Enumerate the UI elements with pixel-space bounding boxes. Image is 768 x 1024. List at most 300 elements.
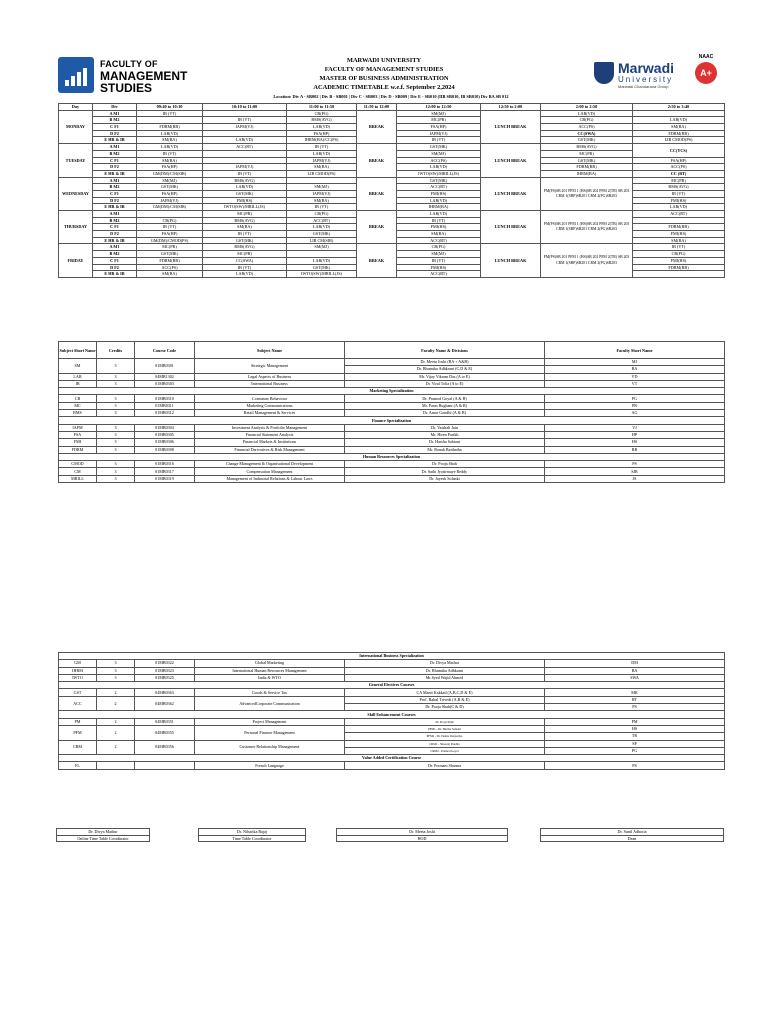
slot-cell: SM(BA) <box>137 271 203 278</box>
slot-cell: CC(SWA) <box>541 130 633 137</box>
subject-row <box>59 461 725 468</box>
subject-fshort: PS <box>545 762 725 769</box>
div-cell: B M2 <box>93 184 137 191</box>
div-cell: A M1 <box>93 177 137 184</box>
subject-credits: 3 <box>97 359 135 374</box>
subject-credits: 2 <box>97 740 135 755</box>
subject-fac: CA Manit Kakkad (A,B,C,D & E) <box>345 689 545 696</box>
subject-fshort: VJ <box>545 424 725 431</box>
faculty-name: Prof. Rahul Trivedi (A,B & E) <box>345 696 545 703</box>
subject-fshort: PR <box>545 402 725 409</box>
subject-row <box>59 439 725 446</box>
subject-fac: Dr. Poonam Sharma <box>345 762 545 769</box>
subject-fac: Dr. Harsha Sabtani <box>345 439 545 446</box>
subject-column-header: Subject Short Name <box>59 342 97 359</box>
slot-cell: IB (VT) <box>137 224 203 231</box>
subject-short: GM <box>59 660 97 667</box>
subject-fshort: HS <box>545 439 725 446</box>
column-header: 11:50 to 12:00 <box>357 104 397 111</box>
subject-short: ACC <box>59 696 97 711</box>
subject-code: 01MB0310 <box>135 395 195 402</box>
subject-name: Change Management & Organisational Development <box>195 461 345 468</box>
subject-code: 04MB0363 <box>135 689 195 696</box>
slot-cell: IB (VT) <box>287 144 357 151</box>
section-row <box>59 755 725 762</box>
subject-credits: 2 <box>97 725 135 740</box>
slot-cell: FMI(HS) <box>397 264 481 271</box>
subject-credits: 2 <box>97 696 135 711</box>
subject-row <box>59 446 725 453</box>
subject-short: PM <box>59 718 97 725</box>
subject-short: FMI <box>59 439 97 446</box>
slot-cell: ACC(PS) <box>633 164 725 171</box>
section-title: Value Added Certification Course <box>59 755 725 762</box>
subject-fac: Mr. Ronak Baithatha <box>345 446 545 453</box>
subject-credits: 3 <box>97 439 135 446</box>
subject-code <box>135 762 195 769</box>
column-header: 11:00 to 11:50 <box>287 104 357 111</box>
slot-cell: MC(PR) <box>633 177 725 184</box>
slot-cell: FDRM(RB) <box>633 224 725 231</box>
slot-cell: MC(PR) <box>541 150 633 157</box>
subject-credits: 3 <box>97 660 135 667</box>
subject-fshort: AG <box>545 410 725 417</box>
slot-cell: FMI(HS) <box>203 197 287 204</box>
slot-cell: SM(MJ) <box>397 251 481 258</box>
subject-name: Strategic Management <box>195 359 345 374</box>
slot-cell <box>203 150 287 157</box>
div-cell: E HR & IB <box>93 204 137 211</box>
faculty-short: PS <box>545 704 725 711</box>
subject-column-header: Subject Name <box>195 342 345 359</box>
slot-cell: LAB(VD) <box>137 144 203 151</box>
slot-cell: IAPM(VJ) <box>203 164 287 171</box>
slot-cell: LAB(VD) <box>287 150 357 157</box>
slot-cell: LAB(VD) <box>203 271 287 278</box>
slot-cell: GM(DM)/CM(SIR) <box>137 204 203 211</box>
slot-cell: IB (VT) <box>287 204 357 211</box>
column-header: 12:50 to 2:00 <box>481 104 541 111</box>
slot-cell: CB(PG) <box>137 217 203 224</box>
slot-cell: IB (VT) <box>633 190 725 197</box>
slot-cell: IAPM(VJ) <box>287 190 357 197</box>
subject-fshort: BA <box>545 667 725 674</box>
subject-credits: 3 <box>97 431 135 438</box>
subject-name: Consumer Behaviour <box>195 395 345 402</box>
subject-credits: 3 <box>97 674 135 681</box>
slot-cell: BMS(AVG) <box>287 117 357 124</box>
slot-cell: FSA(HP) <box>137 231 203 238</box>
div-cell: D F2 <box>93 231 137 238</box>
slot-cell: FMI(HS) <box>397 190 481 197</box>
subject-name: International Business <box>195 380 345 387</box>
slot-cell: GST(MK) <box>541 157 633 164</box>
slot-cell: SM(MJ) <box>397 150 481 157</box>
slot-cell: IB (VT) <box>137 110 203 117</box>
subject-credits: 3 <box>97 380 135 387</box>
slot-cell: SM(BA) <box>137 137 203 144</box>
div-cell: D F2 <box>93 130 137 137</box>
column-header: 12:00 to 12:50 <box>397 104 481 111</box>
subject-short: MRILL <box>59 475 97 482</box>
subject-column-header: Faculty Short Name <box>545 342 725 359</box>
slot-cell: ACC(PS) <box>541 124 633 131</box>
subject-name: Project Management <box>195 718 345 725</box>
slot-cell: IB (VT) <box>203 264 287 271</box>
slot-cell: IB (VT) <box>633 244 725 251</box>
subject-code: 01MB0311 <box>135 402 195 409</box>
slot-cell: SM(BA) <box>633 124 725 131</box>
slot-cell: CB(PG) <box>541 117 633 124</box>
div-cell: B M2 <box>93 117 137 124</box>
faculty-name: Mr. Vijay Vikram Das (A to E) <box>345 373 545 380</box>
slot-cell: LAB(VD) <box>287 124 357 131</box>
div-cell: C F1 <box>93 257 137 264</box>
signatory-name: Dr. Sunil Adhoria <box>541 829 724 836</box>
slot-cell: LAB(VD) <box>397 211 481 218</box>
subject-code: 04MB0351 <box>135 718 195 725</box>
subject-name: Financial Derivatives & Risk Management <box>195 446 345 453</box>
slot-cell: LAB(VD) <box>633 117 725 124</box>
slot-cell: ACC(RT) <box>633 211 725 218</box>
slot-cell <box>203 157 287 164</box>
slot-cell: GST(MK) <box>203 190 287 197</box>
slot-cell: FDRM(RB) <box>137 257 203 264</box>
lunch-break-cell: LUNCH BREAK <box>481 144 541 177</box>
subject-row <box>59 380 725 387</box>
faculty-short: TR <box>545 733 725 740</box>
slot-cell <box>287 177 357 184</box>
slot-cell: ACC(PS) <box>397 157 481 164</box>
slot-cell: MC(PR) <box>203 251 287 258</box>
slot-cell: LIB CM(SIR) <box>287 237 357 244</box>
subject-fac: Dr. Divya Mathur <box>345 660 545 667</box>
subject-short: BMS <box>59 410 97 417</box>
logo-sub: University <box>618 75 674 84</box>
slot-cell: IWTO(SW)/MRILL(JS) <box>203 204 287 211</box>
subject-fac: Dr. Bhumika Adhkrani <box>345 667 545 674</box>
section-title: Human Resources Specialization <box>59 453 725 460</box>
subject-code: 01MB0312 <box>135 410 195 417</box>
subject-code: 01MB0303 <box>135 380 195 387</box>
div-cell: C F1 <box>93 124 137 131</box>
div-cell: E HR & IB <box>93 137 137 144</box>
faculty-name: Dr. Meeta Joshi (BA + A&B) <box>345 359 545 366</box>
slot-cell <box>633 271 725 278</box>
subject-code: 01MB0308 <box>135 446 195 453</box>
subject-fshort: MK <box>545 689 725 696</box>
subject-short: IB <box>59 380 97 387</box>
slot-cell: IWTO(SW)/MRILL(JS) <box>397 170 481 177</box>
slot-cell <box>633 217 725 224</box>
subject-short: IAPM <box>59 424 97 431</box>
slot-cell: GST(MK) <box>203 237 287 244</box>
subject-column-header: Course Code <box>135 342 195 359</box>
signatory-name: Dr. Divya Mathur <box>57 829 150 836</box>
slot-cell: CB(PG) <box>397 244 481 251</box>
slot-cell: LIB CMOD(PS) <box>287 170 357 177</box>
signatory-role: HOD <box>337 835 508 842</box>
subject-code: 01MB0305 <box>135 431 195 438</box>
subject-credits: 3 <box>97 461 135 468</box>
section-title: International Business Specialization <box>59 653 725 660</box>
subject-table-2 <box>58 652 725 770</box>
slot-cell: IB (VT) <box>203 117 287 124</box>
slot-cell: CB(PG) <box>287 211 357 218</box>
subject-short: IWTO <box>59 674 97 681</box>
timetable-header-row <box>59 104 725 111</box>
subject-code: 01MB0323 <box>135 667 195 674</box>
subject-credits: 2 <box>97 689 135 696</box>
section-row <box>59 711 725 718</box>
slot-cell: CC (RT) <box>633 170 725 177</box>
subject-name: Financial Markets & Institutions <box>195 439 345 446</box>
faculty-short: HS <box>545 725 725 732</box>
subject-short: GST <box>59 689 97 696</box>
slot-cell: SM(BA) <box>287 164 357 171</box>
slot-cell: FDRM(RB) <box>633 130 725 137</box>
break-cell: BREAK <box>357 211 397 244</box>
faculty-name: Dr. Viral Tolia (A to E) <box>345 380 545 387</box>
subject-short: FSA <box>59 431 97 438</box>
location-line: Location: Div A - SB002 | Div B - SB001 | Div C - SB003 | Div D - SB009 | Div E - SB010 (IIB SB010, IB SB010) Div BA SB 012 <box>273 94 509 99</box>
slot-cell: ACC(RT) <box>397 184 481 191</box>
slot-cell: ACC(RT) <box>397 271 481 278</box>
slot-cell: GST(MK) <box>397 144 481 151</box>
subject-name: AdvancedCorporate Communication <box>195 696 345 711</box>
faculty-title: FACULTY OF MANAGEMENT STUDIES <box>324 66 444 73</box>
slot-cell: IAPM(VJ) <box>203 124 287 131</box>
div-cell: A M1 <box>93 244 137 251</box>
subject-row <box>59 410 725 417</box>
div-cell: C F1 <box>93 157 137 164</box>
lunch-break-cell: LUNCH BREAK <box>481 211 541 244</box>
slot-cell: IWTO(SW)/MRILL(JS) <box>287 271 357 278</box>
slot-cell: ACC(RT) <box>287 217 357 224</box>
day-cell: FRIDAY <box>59 244 93 277</box>
faculty-short: SP <box>545 740 725 747</box>
timetable-row <box>59 177 725 184</box>
timetable <box>58 103 725 278</box>
subject-fac: Mr. Hiren Parikh <box>345 431 545 438</box>
subject-name: Marketing Communications <box>195 402 345 409</box>
subject-credits: 3 <box>97 402 135 409</box>
subject-name: Compensation Management <box>195 468 345 475</box>
subject-short: CRM <box>59 740 97 755</box>
slot-cell: BMS(AVG) <box>541 144 633 151</box>
subject-row <box>59 689 725 696</box>
subject-short: PFM <box>59 725 97 740</box>
subject-code: 04MB0355 <box>135 725 195 740</box>
div-cell: D F2 <box>93 264 137 271</box>
slot-cell: FSA(HP) <box>137 164 203 171</box>
subject-short: FL <box>59 762 97 769</box>
subject-row <box>59 431 725 438</box>
slot-cell: ACC(RT) <box>203 144 287 151</box>
slot-cell: FSA(HP) <box>137 190 203 197</box>
subject-code: 01MB0301 <box>135 359 195 374</box>
section-row <box>59 417 725 424</box>
subject-column-header: Faculty Name & Divisions <box>345 342 545 359</box>
faculty-name: PFM1 - Dr. Harsha Sabtani <box>345 725 545 732</box>
subject-row <box>59 373 725 380</box>
slot-cell: SM(MJ) <box>397 110 481 117</box>
slot-cell <box>137 211 203 218</box>
signatory-role: Online Time Table Coordinator <box>57 835 150 842</box>
subject-table <box>58 341 725 483</box>
subject-short: CB <box>59 395 97 402</box>
subject-row <box>59 674 725 681</box>
slot-cell: IAPM(VJ) <box>397 130 481 137</box>
faculty-name: CRM1 - Shreeraj Pandita <box>345 740 545 747</box>
timetable-row <box>59 211 725 218</box>
section-title: Finance Specialization <box>59 417 725 424</box>
logo-line-2: MANAGEMENT <box>100 69 188 83</box>
slot-cell: CB(PG) <box>633 251 725 258</box>
subject-row <box>59 395 725 402</box>
div-cell: E HR & IB <box>93 237 137 244</box>
timetable-row <box>59 144 725 151</box>
slot-cell: LAB(VD) <box>203 137 287 144</box>
subject-credits: 3 <box>97 446 135 453</box>
slot-cell: BMS(AVG) <box>203 177 287 184</box>
slot-cell: GST(MK) <box>137 251 203 258</box>
subject-credits: 2 <box>97 718 135 725</box>
subject-fac: Dr. Pooja Shah <box>345 461 545 468</box>
subject-row <box>59 468 725 475</box>
signature-online-coordinator <box>56 828 150 842</box>
subject-code: 01MB0325 <box>135 674 195 681</box>
subject-fac: Dr. Jayesh Solanki <box>345 475 545 482</box>
day-cell: MONDAY <box>59 110 93 143</box>
slot-cell: ACC(PS) <box>137 264 203 271</box>
slot-cell: LAB(VD) <box>287 224 357 231</box>
subject-credits <box>97 762 135 769</box>
subject-name: Goods & Service Tax <box>195 689 345 696</box>
subject-row <box>59 696 725 703</box>
subject-row <box>59 402 725 409</box>
subject-fshort: JS <box>545 475 725 482</box>
slot-cell <box>287 251 357 258</box>
subject-fshort: SWA <box>545 674 725 681</box>
elective-slot-cell: PM(PS)SB 201 PFM 1 (HS)SB 202 PFM 2(TR) SB 203 CRM 1(SBP)SB201 CRM 2(PG)SB203 <box>541 177 633 210</box>
slot-cell: SM(BA) <box>633 237 725 244</box>
slot-cell: FMI(HS) <box>397 224 481 231</box>
slot-cell: SM(BA) <box>397 231 481 238</box>
naac-grade-badge: A+ <box>695 62 717 84</box>
subject-code: 01MB0322 <box>135 660 195 667</box>
subject-short: FDRM <box>59 446 97 453</box>
faculty-name: Dr. Bhumika Adhkrani (C,D & E) <box>345 366 545 373</box>
subject-name: International Human Resources Management <box>195 667 345 674</box>
subject-credits: 3 <box>97 373 135 380</box>
slot-cell: GST(MK) <box>397 177 481 184</box>
faculty-short: VT <box>545 380 725 387</box>
faculty-name: Dr. Pooja Shah(C & D) <box>345 704 545 711</box>
faculty-short: RT <box>545 696 725 703</box>
subject-header-row <box>59 342 725 359</box>
break-cell: BREAK <box>357 177 397 210</box>
subject-credits: 3 <box>97 468 135 475</box>
subject-row <box>59 667 725 674</box>
subject-name: Personal Finance Management <box>195 725 345 740</box>
slot-cell: SM(MJ) <box>287 244 357 251</box>
subject-row <box>59 359 725 366</box>
slot-cell: MC(PR) <box>203 211 287 218</box>
subject-credits: 3 <box>97 424 135 431</box>
slot-cell: IB (VT) <box>397 257 481 264</box>
section-row <box>59 682 725 689</box>
timetable-row <box>59 244 725 251</box>
signature-hod <box>336 828 508 842</box>
slot-cell: SM(BA) <box>203 224 287 231</box>
slot-cell: IB (VT) <box>203 170 287 177</box>
subject-name: Global Marketing <box>195 660 345 667</box>
subject-code: 01MB0317 <box>135 468 195 475</box>
subject-row <box>59 424 725 431</box>
div-cell: E HR & IB <box>93 170 137 177</box>
logo-line-3: STUDIES <box>100 81 153 95</box>
slot-cell <box>137 117 203 124</box>
subject-name: Financial Statement Analysis <box>195 431 345 438</box>
div-cell: C F1 <box>93 190 137 197</box>
slot-cell: GM(DM)/CMOD(PS) <box>137 237 203 244</box>
slot-cell: GM(DM)/CM(SIR) <box>137 170 203 177</box>
slot-cell: SM(BA) <box>137 157 203 164</box>
signatory-role: Dean <box>541 835 724 842</box>
subject-fshort: PM <box>545 718 725 725</box>
slot-cell: LIB CMOD(PS) <box>633 137 725 144</box>
faculty-name: PFM2 - Dr. Tushar Ranpariya <box>345 733 545 740</box>
slot-cell: FDRM(RB) <box>633 264 725 271</box>
subject-fac: Dr. Amar Gondhi (A & B) <box>345 410 545 417</box>
column-header: Div <box>93 104 137 111</box>
signatory-role: Time Table Coordinator <box>199 835 306 842</box>
subject-row <box>59 718 725 725</box>
subject-code: 04MB0356 <box>135 740 195 755</box>
div-cell: B M2 <box>93 251 137 258</box>
section-row <box>59 453 725 460</box>
subject-credits: 3 <box>97 475 135 482</box>
slot-cell: GST(MK) <box>541 137 633 144</box>
slot-cell: FSA(HP) <box>397 124 481 131</box>
div-cell: B M2 <box>93 150 137 157</box>
break-cell: BREAK <box>357 244 397 277</box>
day-cell: TUESDAY <box>59 144 93 177</box>
faculty-short: PG <box>545 747 725 754</box>
subject-credits: 3 <box>97 667 135 674</box>
slot-cell: IHRM(BA) <box>397 204 481 211</box>
subject-code: 01MB0316 <box>135 461 195 468</box>
slot-cell: BMS(AVG) <box>203 217 287 224</box>
logo-brand: Marwadi <box>618 60 675 76</box>
div-cell: A M1 <box>93 211 137 218</box>
column-header: 10:10 to 11:00 <box>203 104 287 111</box>
slot-cell: FMI(HS) <box>633 197 725 204</box>
column-header: Day <box>59 104 93 111</box>
subject-name: Retail Management & Services <box>195 410 345 417</box>
slot-cell: BMS(AVG) <box>203 244 287 251</box>
timetable-row <box>59 110 725 117</box>
slot-cell: GST(MK) <box>287 264 357 271</box>
subject-fshort: RB <box>545 446 725 453</box>
day-cell: WEDNESDAY <box>59 177 93 210</box>
slot-cell: LAB(VD) <box>203 184 287 191</box>
subject-fac: Dr. Vaishali Jain <box>345 424 545 431</box>
break-cell: BREAK <box>357 110 397 143</box>
slot-cell: SM(MJ) <box>287 184 357 191</box>
section-title: Skill Enhancement Courses <box>59 711 725 718</box>
